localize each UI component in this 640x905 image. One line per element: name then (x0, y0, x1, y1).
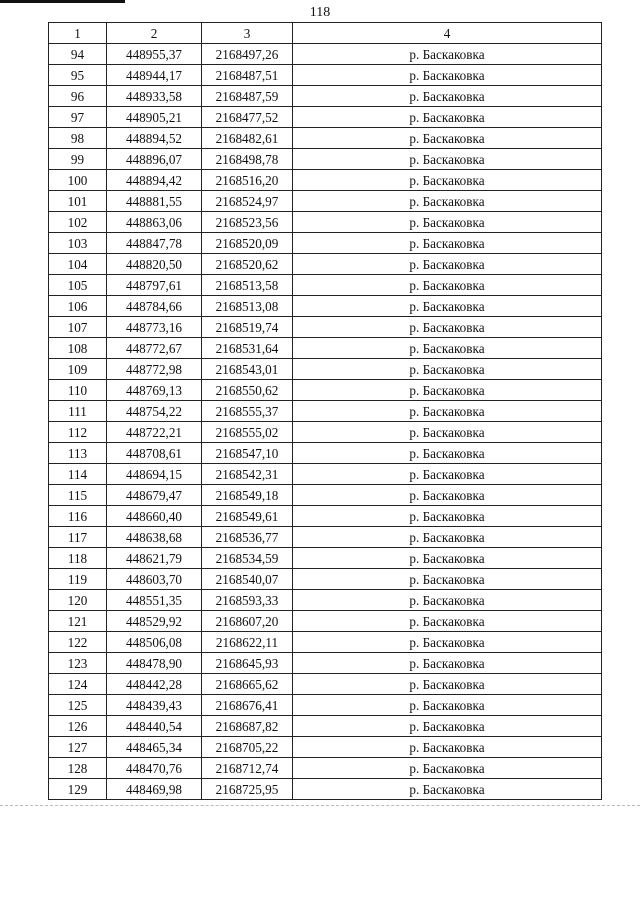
point-number-cell: 114 (49, 464, 107, 485)
x-coordinate-cell: 448603,70 (107, 569, 202, 590)
y-coordinate-cell: 2168482,61 (202, 128, 293, 149)
table-row (49, 464, 602, 485)
point-number-cell: 96 (49, 86, 107, 107)
y-coordinate-cell: 2168555,37 (202, 401, 293, 422)
x-coordinate-cell: 448478,90 (107, 653, 202, 674)
x-coordinate-cell: 448660,40 (107, 506, 202, 527)
table-row (49, 569, 602, 590)
table-row (49, 107, 602, 128)
description-cell: р. Баскаковка (293, 149, 602, 170)
point-number-cell: 108 (49, 338, 107, 359)
description-cell: р. Баскаковка (293, 275, 602, 296)
x-coordinate-cell: 448529,92 (107, 611, 202, 632)
x-coordinate-cell: 448440,54 (107, 716, 202, 737)
y-coordinate-cell: 2168593,33 (202, 590, 293, 611)
table-row (49, 191, 602, 212)
point-number-cell: 112 (49, 422, 107, 443)
description-cell: р. Баскаковка (293, 716, 602, 737)
table-row (49, 779, 602, 800)
description-cell: р. Баскаковка (293, 527, 602, 548)
table-row (49, 485, 602, 506)
x-coordinate-cell: 448933,58 (107, 86, 202, 107)
y-coordinate-cell: 2168725,95 (202, 779, 293, 800)
point-number-cell: 117 (49, 527, 107, 548)
description-cell: р. Баскаковка (293, 338, 602, 359)
table-row (49, 233, 602, 254)
description-cell: р. Баскаковка (293, 590, 602, 611)
x-coordinate-cell: 448784,66 (107, 296, 202, 317)
x-coordinate-cell: 448820,50 (107, 254, 202, 275)
y-coordinate-cell: 2168665,62 (202, 674, 293, 695)
y-coordinate-cell: 2168524,97 (202, 191, 293, 212)
point-number-cell: 116 (49, 506, 107, 527)
description-cell: р. Баскаковка (293, 569, 602, 590)
x-coordinate-cell: 448722,21 (107, 422, 202, 443)
header-cell-4: 4 (293, 23, 602, 44)
y-coordinate-cell: 2168622,11 (202, 632, 293, 653)
description-cell: р. Баскаковка (293, 632, 602, 653)
y-coordinate-cell: 2168536,77 (202, 527, 293, 548)
table-row (49, 401, 602, 422)
y-coordinate-cell: 2168540,07 (202, 569, 293, 590)
description-cell: р. Баскаковка (293, 464, 602, 485)
x-coordinate-cell: 448881,55 (107, 191, 202, 212)
x-coordinate-cell: 448551,35 (107, 590, 202, 611)
x-coordinate-cell: 448894,52 (107, 128, 202, 149)
y-coordinate-cell: 2168712,74 (202, 758, 293, 779)
table-row (49, 317, 602, 338)
point-number-cell: 103 (49, 233, 107, 254)
point-number-cell: 123 (49, 653, 107, 674)
y-coordinate-cell: 2168547,10 (202, 443, 293, 464)
x-coordinate-cell: 448773,16 (107, 317, 202, 338)
table-row (49, 737, 602, 758)
y-coordinate-cell: 2168676,41 (202, 695, 293, 716)
x-coordinate-cell: 448863,06 (107, 212, 202, 233)
table-row (49, 149, 602, 170)
y-coordinate-cell: 2168487,59 (202, 86, 293, 107)
table-row (49, 527, 602, 548)
x-coordinate-cell: 448905,21 (107, 107, 202, 128)
y-coordinate-cell: 2168705,22 (202, 737, 293, 758)
table-row (49, 86, 602, 107)
point-number-cell: 94 (49, 44, 107, 65)
point-number-cell: 118 (49, 548, 107, 569)
table-row (49, 590, 602, 611)
description-cell: р. Баскаковка (293, 758, 602, 779)
description-cell: р. Баскаковка (293, 254, 602, 275)
x-coordinate-cell: 448896,07 (107, 149, 202, 170)
x-coordinate-cell: 448772,67 (107, 338, 202, 359)
y-coordinate-cell: 2168477,52 (202, 107, 293, 128)
point-number-cell: 99 (49, 149, 107, 170)
description-cell: р. Баскаковка (293, 359, 602, 380)
x-coordinate-cell: 448679,47 (107, 485, 202, 506)
point-number-cell: 129 (49, 779, 107, 800)
table-row (49, 611, 602, 632)
y-coordinate-cell: 2168607,20 (202, 611, 293, 632)
y-coordinate-cell: 2168497,26 (202, 44, 293, 65)
description-cell: р. Баскаковка (293, 779, 602, 800)
x-coordinate-cell: 448465,34 (107, 737, 202, 758)
scan-artifact-line (0, 805, 640, 807)
point-number-cell: 127 (49, 737, 107, 758)
x-coordinate-cell: 448470,76 (107, 758, 202, 779)
table-header-row (49, 23, 602, 44)
point-number-cell: 106 (49, 296, 107, 317)
point-number-cell: 125 (49, 695, 107, 716)
table-row (49, 653, 602, 674)
description-cell: р. Баскаковка (293, 485, 602, 506)
table-row (49, 716, 602, 737)
description-cell: р. Баскаковка (293, 653, 602, 674)
x-coordinate-cell: 448797,61 (107, 275, 202, 296)
y-coordinate-cell: 2168513,58 (202, 275, 293, 296)
x-coordinate-cell: 448442,28 (107, 674, 202, 695)
y-coordinate-cell: 2168549,18 (202, 485, 293, 506)
x-coordinate-cell: 448469,98 (107, 779, 202, 800)
table-row (49, 296, 602, 317)
point-number-cell: 105 (49, 275, 107, 296)
table-row (49, 506, 602, 527)
header-cell-2: 2 (107, 23, 202, 44)
table-row (49, 128, 602, 149)
description-cell: р. Баскаковка (293, 212, 602, 233)
table-row (49, 212, 602, 233)
point-number-cell: 102 (49, 212, 107, 233)
description-cell: р. Баскаковка (293, 548, 602, 569)
point-number-cell: 107 (49, 317, 107, 338)
table-row (49, 254, 602, 275)
description-cell: р. Баскаковка (293, 65, 602, 86)
point-number-cell: 98 (49, 128, 107, 149)
coordinates-table (48, 22, 602, 800)
description-cell: р. Баскаковка (293, 191, 602, 212)
description-cell: р. Баскаковка (293, 443, 602, 464)
point-number-cell: 97 (49, 107, 107, 128)
table-row (49, 380, 602, 401)
x-coordinate-cell: 448694,15 (107, 464, 202, 485)
x-coordinate-cell: 448944,17 (107, 65, 202, 86)
table-row (49, 422, 602, 443)
description-cell: р. Баскаковка (293, 737, 602, 758)
y-coordinate-cell: 2168498,78 (202, 149, 293, 170)
point-number-cell: 115 (49, 485, 107, 506)
table-row (49, 548, 602, 569)
point-number-cell: 126 (49, 716, 107, 737)
x-coordinate-cell: 448769,13 (107, 380, 202, 401)
x-coordinate-cell: 448772,98 (107, 359, 202, 380)
table-row (49, 275, 602, 296)
header-cell-1: 1 (49, 23, 107, 44)
description-cell: р. Баскаковка (293, 86, 602, 107)
table-body (49, 44, 602, 800)
point-number-cell: 128 (49, 758, 107, 779)
description-cell: р. Баскаковка (293, 233, 602, 254)
table-row (49, 44, 602, 65)
y-coordinate-cell: 2168534,59 (202, 548, 293, 569)
x-coordinate-cell: 448621,79 (107, 548, 202, 569)
x-coordinate-cell: 448506,08 (107, 632, 202, 653)
table-row (49, 674, 602, 695)
x-coordinate-cell: 448708,61 (107, 443, 202, 464)
y-coordinate-cell: 2168542,31 (202, 464, 293, 485)
y-coordinate-cell: 2168549,61 (202, 506, 293, 527)
point-number-cell: 100 (49, 170, 107, 191)
point-number-cell: 104 (49, 254, 107, 275)
point-number-cell: 95 (49, 65, 107, 86)
description-cell: р. Баскаковка (293, 44, 602, 65)
description-cell: р. Баскаковка (293, 401, 602, 422)
x-coordinate-cell: 448847,78 (107, 233, 202, 254)
y-coordinate-cell: 2168487,51 (202, 65, 293, 86)
description-cell: р. Баскаковка (293, 296, 602, 317)
y-coordinate-cell: 2168555,02 (202, 422, 293, 443)
y-coordinate-cell: 2168523,56 (202, 212, 293, 233)
point-number-cell: 124 (49, 674, 107, 695)
y-coordinate-cell: 2168687,82 (202, 716, 293, 737)
x-coordinate-cell: 448638,68 (107, 527, 202, 548)
y-coordinate-cell: 2168520,09 (202, 233, 293, 254)
y-coordinate-cell: 2168519,74 (202, 317, 293, 338)
y-coordinate-cell: 2168516,20 (202, 170, 293, 191)
top-rule (0, 0, 125, 3)
point-number-cell: 109 (49, 359, 107, 380)
description-cell: р. Баскаковка (293, 380, 602, 401)
point-number-cell: 122 (49, 632, 107, 653)
description-cell: р. Баскаковка (293, 422, 602, 443)
table-row (49, 632, 602, 653)
description-cell: р. Баскаковка (293, 317, 602, 338)
y-coordinate-cell: 2168550,62 (202, 380, 293, 401)
description-cell: р. Баскаковка (293, 128, 602, 149)
point-number-cell: 120 (49, 590, 107, 611)
x-coordinate-cell: 448894,42 (107, 170, 202, 191)
x-coordinate-cell: 448754,22 (107, 401, 202, 422)
y-coordinate-cell: 2168513,08 (202, 296, 293, 317)
description-cell: р. Баскаковка (293, 107, 602, 128)
table-row (49, 338, 602, 359)
table-row (49, 758, 602, 779)
point-number-cell: 110 (49, 380, 107, 401)
y-coordinate-cell: 2168645,93 (202, 653, 293, 674)
table-row (49, 65, 602, 86)
header-cell-3: 3 (202, 23, 293, 44)
description-cell: р. Баскаковка (293, 170, 602, 191)
y-coordinate-cell: 2168520,62 (202, 254, 293, 275)
point-number-cell: 111 (49, 401, 107, 422)
description-cell: р. Баскаковка (293, 674, 602, 695)
page-number: 118 (309, 5, 331, 20)
description-cell: р. Баскаковка (293, 695, 602, 716)
x-coordinate-cell: 448955,37 (107, 44, 202, 65)
point-number-cell: 101 (49, 191, 107, 212)
table-row (49, 443, 602, 464)
point-number-cell: 113 (49, 443, 107, 464)
table-row (49, 695, 602, 716)
description-cell: р. Баскаковка (293, 506, 602, 527)
point-number-cell: 121 (49, 611, 107, 632)
x-coordinate-cell: 448439,43 (107, 695, 202, 716)
y-coordinate-cell: 2168543,01 (202, 359, 293, 380)
table-row (49, 359, 602, 380)
description-cell: р. Баскаковка (293, 611, 602, 632)
table-row (49, 170, 602, 191)
point-number-cell: 119 (49, 569, 107, 590)
y-coordinate-cell: 2168531,64 (202, 338, 293, 359)
